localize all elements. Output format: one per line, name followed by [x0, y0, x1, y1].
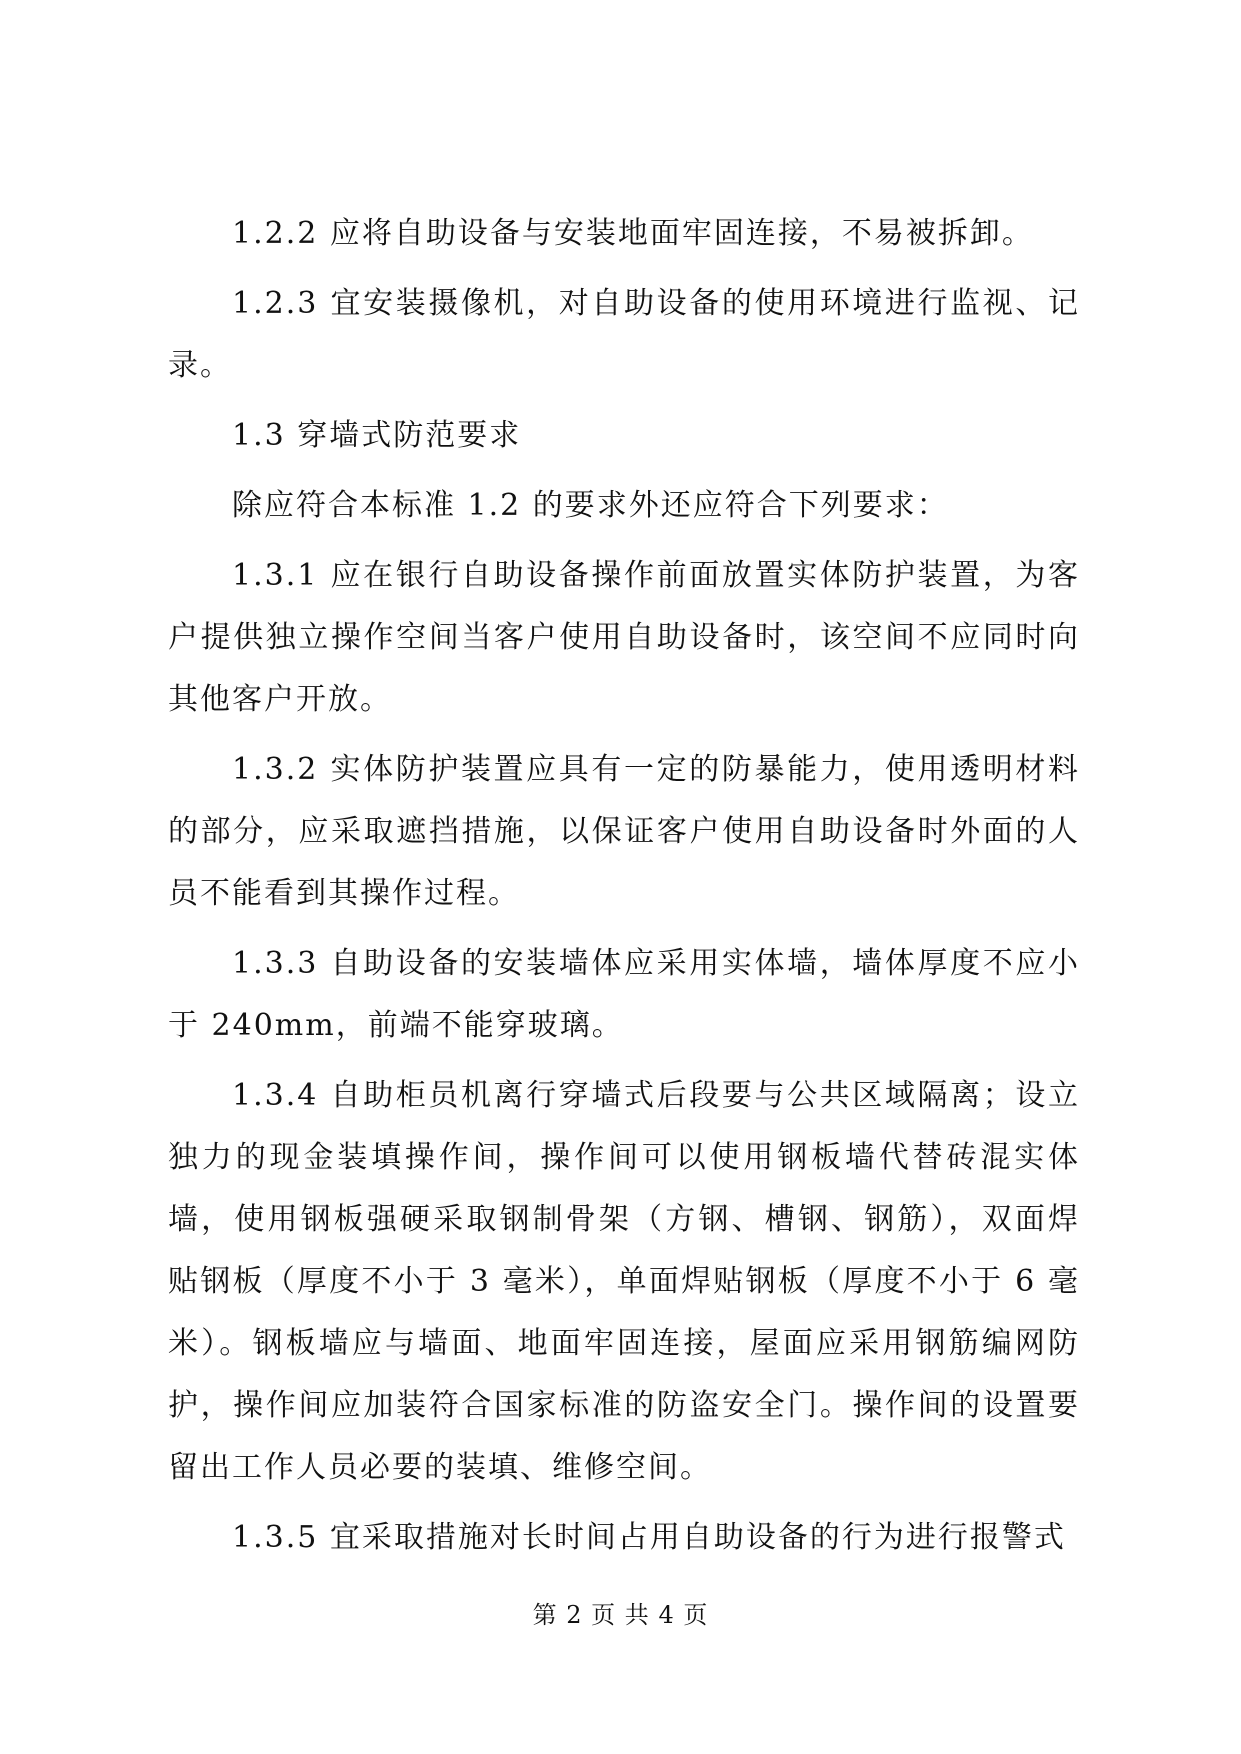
paragraph-1-2-3: 1.2.3 宜安装摄像机，对自助设备的使用环境进行监视、记录。 — [168, 286, 1080, 383]
paragraph-1-3-1: 1.3.1 应在银行自助设备操作前面放置实体防护装置，为客户提供独立操作空间当客户使用自助设备时，该空间不应同时向其他客户开放。 — [168, 558, 1080, 717]
paragraph-1-2-2: 1.2.2 应将自助设备与安装地面牢固连接，不易被拆卸。 — [232, 216, 1034, 251]
paragraph-1-3-5: 1.3.5 宜采取措施对长时间占用自助设备的行为进行报警式 — [232, 1520, 1066, 1555]
paragraph-requirements-intro: 除应符合本标准 1.2 的要求外还应符合下列要求： — [232, 488, 949, 523]
paragraph-1-3-4: 1.3.4 自助柜员机离行穿墙式后段要与公共区域隔离；设立独力的现金装填操作间，操作间可以使用钢板墙代替砖混实体墙，使用钢板强硬采取钢制骨架（方钢、槽钢、钢筋），双面焊贴钢板（厚度不小于 3 毫米），单面焊贴钢板（厚度不小于 6 毫米）。钢板墙应与墙面、地面牢固连接，屋面应采用钢筋编网防护，操作间应加装符合国家标准的防盗安全门。操作间的设置要留出工作人员必要的装填、维修空间。 — [168, 1078, 1080, 1485]
document-body — [168, 203, 1080, 1577]
paragraph-1-3-3: 1.3.3 自助设备的安装墙体应采用实体墙，墙体厚度不应小于 240mm，前端不能穿玻璃。 — [168, 946, 1080, 1043]
section-heading-1-3: 1.3 穿墙式防范要求 — [232, 418, 522, 453]
page-footer: 第 2 页 共 4 页 — [532, 1601, 709, 1629]
paragraph-1-3-2: 1.3.2 实体防护装置应具有一定的防暴能力，使用透明材料的部分，应采取遮挡措施，以保证客户使用自助设备时外面的人员不能看到其操作过程。 — [168, 752, 1080, 911]
